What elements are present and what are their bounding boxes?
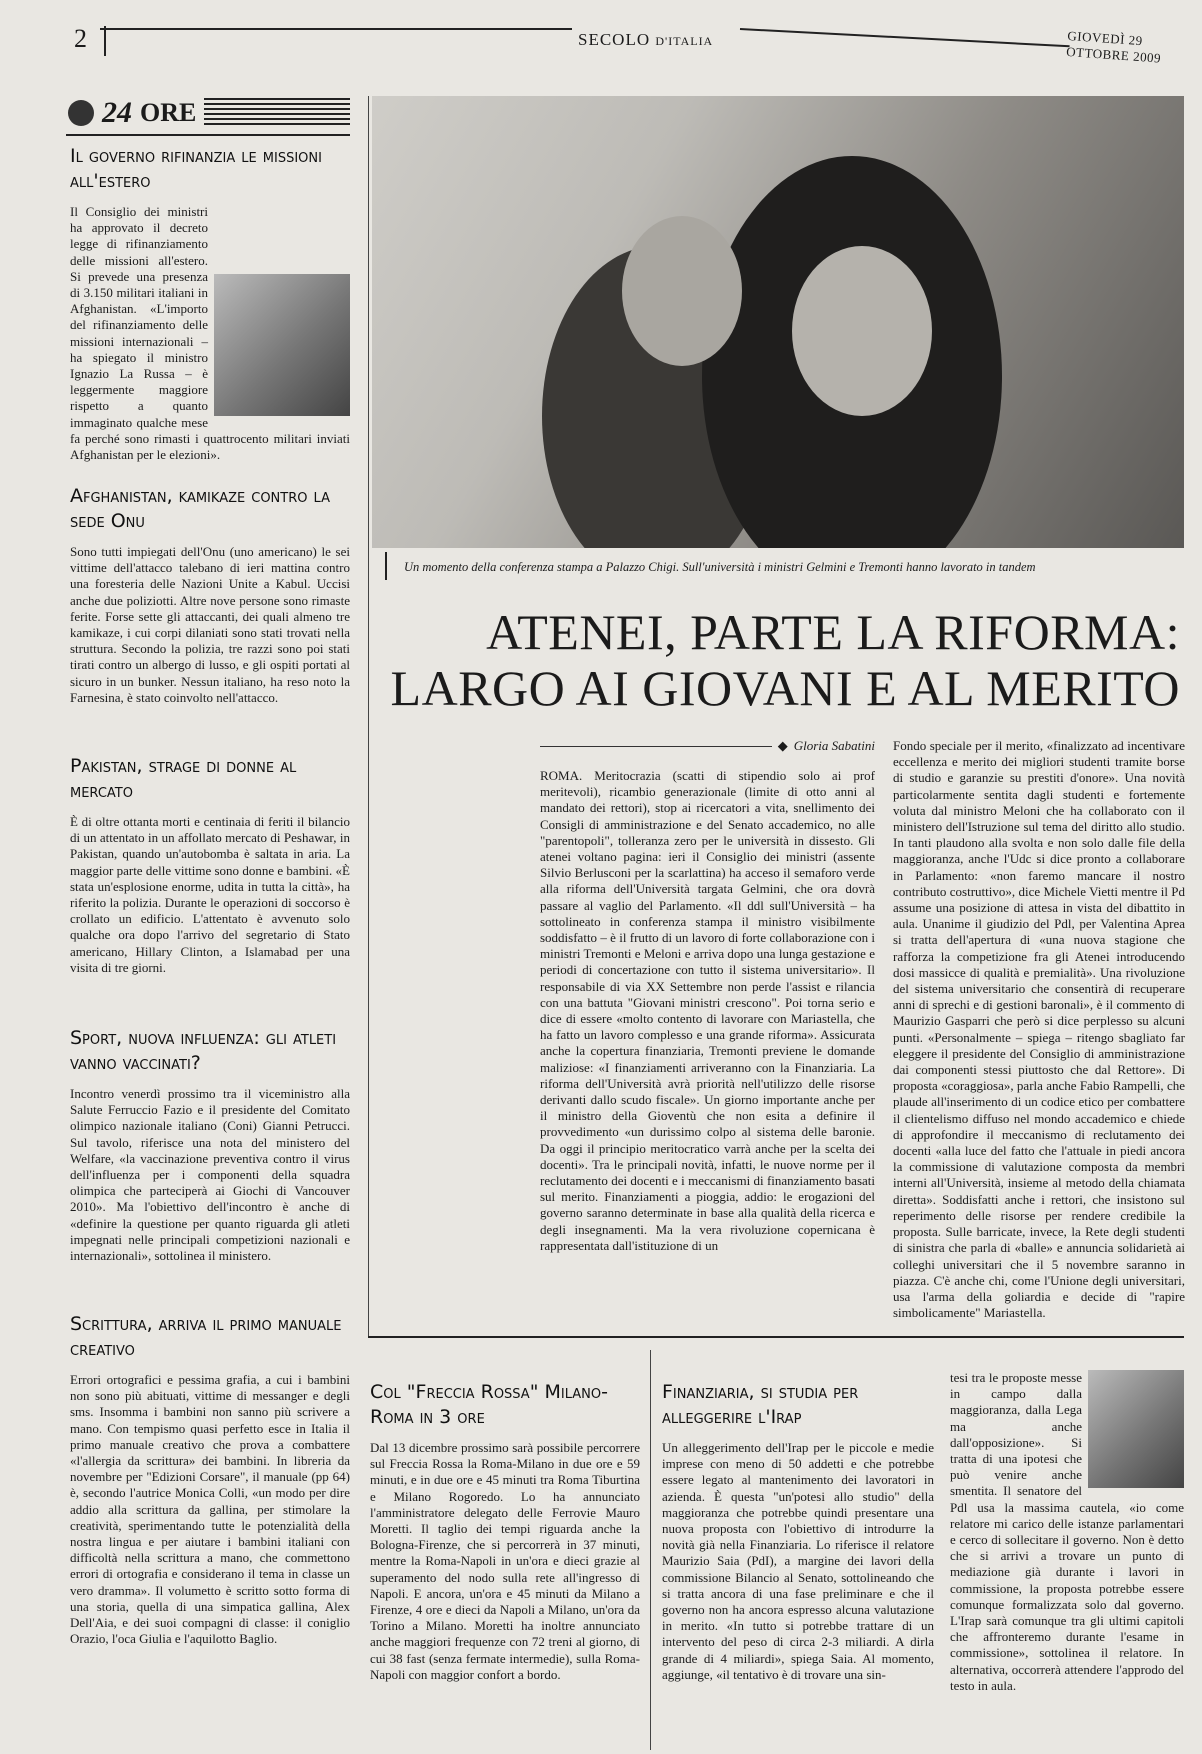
article-body: È di oltre ottanta morti e centinaia di feriti il bilancio di un attentato in un affollato mercato di Peshawar, in Pakistan, quando un'autobomba è saltata in aria. La maggior parte delle vittime sono donne e bambini. «È stata un'esplosione enorme, udita in tutta la città», ha riferito la polizia. Durante le operazioni di soccorso è crollato un edificio. L'attentato è avvenuto solo qualche ora dopo l'arrivo del segretario di Stato americano, Hillary Clinton, a Islamabad per una visita di tre giorni. bbox=[70, 814, 350, 975]
logo-stripes bbox=[204, 98, 350, 128]
article-body: Dal 13 dicembre prossimo sarà possibile percorrere sul Freccia Rossa la Roma-Milano in due ore e 59 minuti, e in due ore e 45 minuti tra Roma Tiburtina e Milano Rogoredo. Lo ha annunciato l'amministratore delegato delle Ferrovie Mauro Moretti. Il taglio dei tempi riguarda anche la Bologna-Firenze, che si percorrerà in 37 minuti, mentre la Roma-Napoli in un'ora e dieci grazie al superamento del nodo sulla rete all'ingresso di Napoli. E ancora, un'ora e 45 minuti da Milano a Firenze, 4 ore e dieci da Napoli a Milano, un'ora da Torino a Milano. Moretti ha inoltre annunciato anche maggiori frequenze con 72 treni al giorno, di cui 38 fast (senza fermate intermedie), sulla Roma-Napoli con maggior confort a bordo. bbox=[370, 1440, 640, 1682]
article-title: Scrittura, arriva il primo manuale creativo bbox=[70, 1313, 342, 1360]
article-kamikaze bbox=[70, 484, 350, 754]
byline bbox=[540, 738, 875, 754]
page-number: 2 bbox=[74, 24, 87, 53]
section-logo bbox=[68, 96, 350, 130]
globe-icon bbox=[68, 100, 94, 126]
masthead-main: SECOLO bbox=[578, 30, 651, 49]
soldiers-photo bbox=[214, 274, 350, 416]
article-scrittura bbox=[70, 1312, 350, 1647]
issue-date: GIOVEDÌ 29 OTTOBRE 2009 bbox=[1065, 28, 1162, 66]
article-pakistan bbox=[70, 754, 350, 1026]
article-title: Pakistan, strage di donne al mercato bbox=[70, 755, 297, 802]
header-rule-left bbox=[100, 28, 572, 30]
photo-face-man bbox=[622, 216, 742, 366]
article-body: Errori ortografici e pessima grafia, a cui i bambini non sono più abituati, vittime di messanger e degli sms. Insomma i bambini non sanno più scrivere a mano. Con tempismo quasi perfetto esce in Italia il primo manuale creativo che prova a combattere «l'allergia da scrittura» dei bambini. In libreria da novembre per "Edizioni Corsare", il manuale (pp 64) è, secondo l'autrice Monica Colli, «un modo per dire addio alla scrittura da gallina, per stimolare la creatività, sperimentando tutte le potenzialità della nostra lingua e per aiutare i bambini italiani con difficoltà nella scrittura a mano, che commettono errori di ortografia e considerano il tema in classe un vero dramma». Il volumetto è scritto sotto forma di una storia, quella di una simpatica gallina, Alex Dell'Aia, e dei suoi compagni di classe: il coniglio Orazio, l'oca Giulia e l'aquilotto Baglio. bbox=[70, 1372, 350, 1647]
photo-face-woman bbox=[792, 246, 932, 416]
headline-line-1: ATENEI, PARTE LA RIFORMA: bbox=[486, 604, 1180, 660]
headline-line-2: LARGO AI GIOVANI E AL MERITO bbox=[390, 660, 1180, 716]
article-body: Sono tutti impiegati dell'Onu (uno americano) le sei vittime dell'attacco talebano di ieri mattina contro una foresteria delle Nazioni Unite a Kabul. Uccisi anche due poliziotti. Altre nove persone sono rimaste ferite. Forse sette gli attaccanti, dei quali almeno tre kamikaze, i cui corpi dilaniati sono stati trovati nella struttura. Secondo la polizia, tre razzi sono poi stati tirati contro un albergo di lusso, e gli ospiti portati al sicuro in un bunker. Nessun italiano, ha reso noto la Farnesina, è stato coinvolto nell'attacco. bbox=[70, 544, 350, 705]
main-headline bbox=[380, 604, 1180, 716]
article-title: Il governo rifinanzia le missioni all'estero bbox=[70, 145, 322, 192]
photo-caption: Un momento della conferenza stampa a Palazzo Chigi. Sull'università i ministri Gelmini e Tremonti hanno lavorato in tandem bbox=[404, 560, 1036, 574]
article-title: Sport, nuova influenza: gli atleti vanno vaccinati? bbox=[70, 1027, 337, 1074]
main-story-body-1: ROMA. Meritocrazia (scatti di stipendio solo ai prof meritevoli), ricambio generazionale (limite di otto anni al mandato dei rettori), stop ai ricercatori a vita, snellimento dei Consigli di amministrazione e del Senato accademico, no alle "parentopoli", tolleranza zero per le università in dissesto. Gli atenei voltano pagina: ieri il Consiglio dei ministri (assente Silvio Berlusconi per la scarlattina) ha acceso il semaforo verde alla riforma dell'Università targata Gelmini, che ora dovrà passare al vaglio del Parlamento. «Il ddl sull'Università – ha sottolineato in conferenza stampa il ministro visibilmente soddisfatto – è il frutto di un lavoro di forte collaborazione con i ministri Tremonti e Meloni e arriva dopo una lunga gestazione e periodi di concertazione con tutto il sistema universitario». Il responsabile di via XX Settembre non perde l'assist e rilancia con una battuta "Giovani ministri crescono". Poi torna serio e dice di essere «molto contento di lavorare con Mariastella, che ha fatto un lavoro complesso e una grande riforma». Assicurata anche la copertura finanziaria, Tremonti previene le domande maliziose: «I finanziamenti arriveranno con la Finanziaria. La riforma dell'Università avrà priorità nell'utilizzo delle risorse derivanti dallo scudo fiscale». Un giorno importante anche per il ministro della Gioventù che non esita a definire il provvedimento «un durissimo colpo al sistema delle baronie. Da oggi il principio meritocratico varrà anche per la scelta dei docenti». Tra le principali novità, infatti, le nuove norme per il reclutamento dei docenti e i meccanismi di finanziamento basati sul merito. Finanziamenti a pioggia, addio: le erogazioni del governo saranno determinate in base alla qualità della ricerca e degli insegnamenti. Ma la vera rivoluzione copernicana è rappresentata dall'istituzione di un bbox=[540, 768, 875, 1253]
logo-underline bbox=[66, 134, 350, 136]
article-body-continued: tesi tra le proposte messe in campo dalla maggioranza, dalla Lega ma anche dall'opposizione». Si tratta di una ipotesi che può venire anche smentita. Il senatore del Pdl usa la massima cautela, «io come relatore mi carico delle istanze parlamentari e cerco di sollecitare il governo. Non è detto che si arrivi a trovare un punto di mediazione già durante i lavori in commissione, la proposta potrebbe essere comunque formalizzata solo dal governo. L'Irap sarà comunque tra gli ultimi capitoli che affronteremo durante l'esame in commissione», sottolinea il relatore. In alternativa, occorrerà attendere l'approdo del testo in aula. bbox=[950, 1370, 1184, 1693]
article-body: Un alleggerimento dell'Irap per le piccole e medie imprese con meno di 50 addetti e che potrebbe essere legato al mantenimento dei lavoratori in azienda. È questa "un'potesi allo studio" della maggioranza che potrebbe quindi presentare una nuova proposta con l'obiettivo di introdurre la novità già nella Finanziaria. Lo riferisce il relatore Maurizio Saia (PdI), a margine dei lavori della commissione Bilancio al Senato, sottolineando che si tratta ancora di una fase preliminare e che il governo non ha ancora espresso alcuna valutazione in merito. «In tutto si potrebbe trattare di un intervento del peso di circa 2-3 miliardi. A dirla grande di 4 miliardi», spiega Saia. Al momento, aggiunge, «il tentativo è di trovare una sin- bbox=[662, 1440, 934, 1682]
bottom-column-divider bbox=[650, 1350, 651, 1750]
main-story-body-2: Fondo speciale per il merito, «finalizzato ad incentivare eccellenza e merito dei migliori studenti tramite borse di studio e garanzie su prestiti d'onore». Una novità particolarmente sentita dagli studenti e fortemente voluta dal ministro Meloni che ha collaborato con il ministero dell'Istruzione sul tema del diritto allo studio. In tanti plaudono alla svolta e non solo dalle file della maggioranza, anche l'Udc si dice pronto a collaborare in Parlamento: «non faremo mancare il nostro contributo costruttivo», dice Michele Vietti mentre il Pd assume una posizione di attesa in vista del dibattito in aula. Unanime il giudizio del Pdl, per Valentina Aprea si tratta dell'apertura di «una nuova stagione che rafforza la competizione fra gli Atenei introducendo dosi massicce di qualità e premialità». Una rivoluzione del sistema universitario che consentirà di recuperare anni di sprechi e di gestioni baronali», è il commento di Maurizio Gasparri che però si dice perplesso su alcuni punti. «Personalmente – spiega – ritengo sbagliato far eleggere il presidente del Consiglio di amministrazione dai componenti stessi piuttosto che dal Rettore». Di proposta «coraggiosa», parla anche Fabio Rampelli, che plaude all'inserimento di un codice etico per combattere il clientelismo diffuso nel mondo accademico e chiede di approfondire il meccanismo di reclutamento dei docenti «alla luce del fatto che l'attuale in piedi ancora la commissione di valutazione composta da membri interni all'Università, insieme al metodo della chiamata diretta». Soddisfatti anche i rettori, che insistono sul reperimento delle risorse per rendere credibile la proposta. Sulle barricate, invece, la Rete degli studenti di sinistra che parla di «balle» e annuncia solidarietà ai colleghi universitari che il 5 novembre saranno in piazza. C'è anche chi, come l'Unione degli universitari, usa l'arma della goliardia e decide di "rapire simbolicamente" Mariastella. bbox=[893, 738, 1185, 1321]
article-sport bbox=[70, 1026, 350, 1312]
article-irap-continued bbox=[950, 1370, 1184, 1754]
article-freccia-rossa bbox=[370, 1380, 640, 1754]
main-story-col-2 bbox=[893, 738, 1185, 1328]
diamond-icon: ◆ bbox=[777, 738, 788, 753]
article-body: Incontro venerdì prossimo tra il viceministro alla Salute Ferruccio Fazio e il presidente del Comitato olimpico nazionale italiano (Coni) Gianni Petrucci. Sul tavolo, riferisce una nota del ministero del Welfare, «la vaccinazione preventiva contro il virus dell'influenza per i componenti della squadra olimpica che parteciperà ai Giochi di Vancouver 2010». Ma l'obiettivo dell'incontro è anche di «definire la questione per quanto riguarda gli atleti impegnati nelle principali competizioni nazionali e internazionali», sottolinea il ministero. bbox=[70, 1086, 350, 1264]
article-title: Afghanistan, kamikaze contro la sede Onu bbox=[70, 485, 330, 532]
left-column bbox=[70, 144, 350, 1647]
caption-marker bbox=[385, 552, 387, 580]
main-story-bottom-rule bbox=[368, 1336, 1184, 1338]
left-column-divider bbox=[368, 96, 369, 1336]
byline-rule bbox=[540, 746, 772, 747]
article-title: Col "Freccia Rossa" Milano-Roma in 3 ore bbox=[370, 1381, 608, 1428]
article-missioni bbox=[70, 144, 350, 484]
logo-word: ORE bbox=[140, 98, 197, 127]
senate-photo bbox=[1088, 1370, 1184, 1488]
article-body: Il Consiglio dei ministri ha approvato il decreto legge di rifinanziamento delle missioni all'estero. Si prevede una presenza di 3.150 militari italiani in Afghanistan. «L'importo del rifinanziamento delle missioni internazionali – ha spiegato il ministro Ignazio La Russa – è leggermente maggiore rispetto a quanto immaginato qualche mese fa perché sono rimasti i quattrocento militari inviati Afghanistan per le elezioni». bbox=[70, 204, 350, 463]
article-irap bbox=[662, 1380, 934, 1754]
article-title: Finanziaria, si studia per alleggerire l'Irap bbox=[662, 1381, 859, 1428]
masthead bbox=[578, 30, 713, 50]
byline-author: Gloria Sabatini bbox=[793, 738, 875, 753]
header-rule-right bbox=[740, 28, 1070, 47]
masthead-small: D'ITALIA bbox=[655, 34, 714, 48]
page-number-divider bbox=[104, 26, 106, 56]
main-story-col-1 bbox=[540, 768, 875, 1326]
ministers-photo bbox=[372, 96, 1184, 548]
logo-number: 24 bbox=[102, 96, 132, 129]
